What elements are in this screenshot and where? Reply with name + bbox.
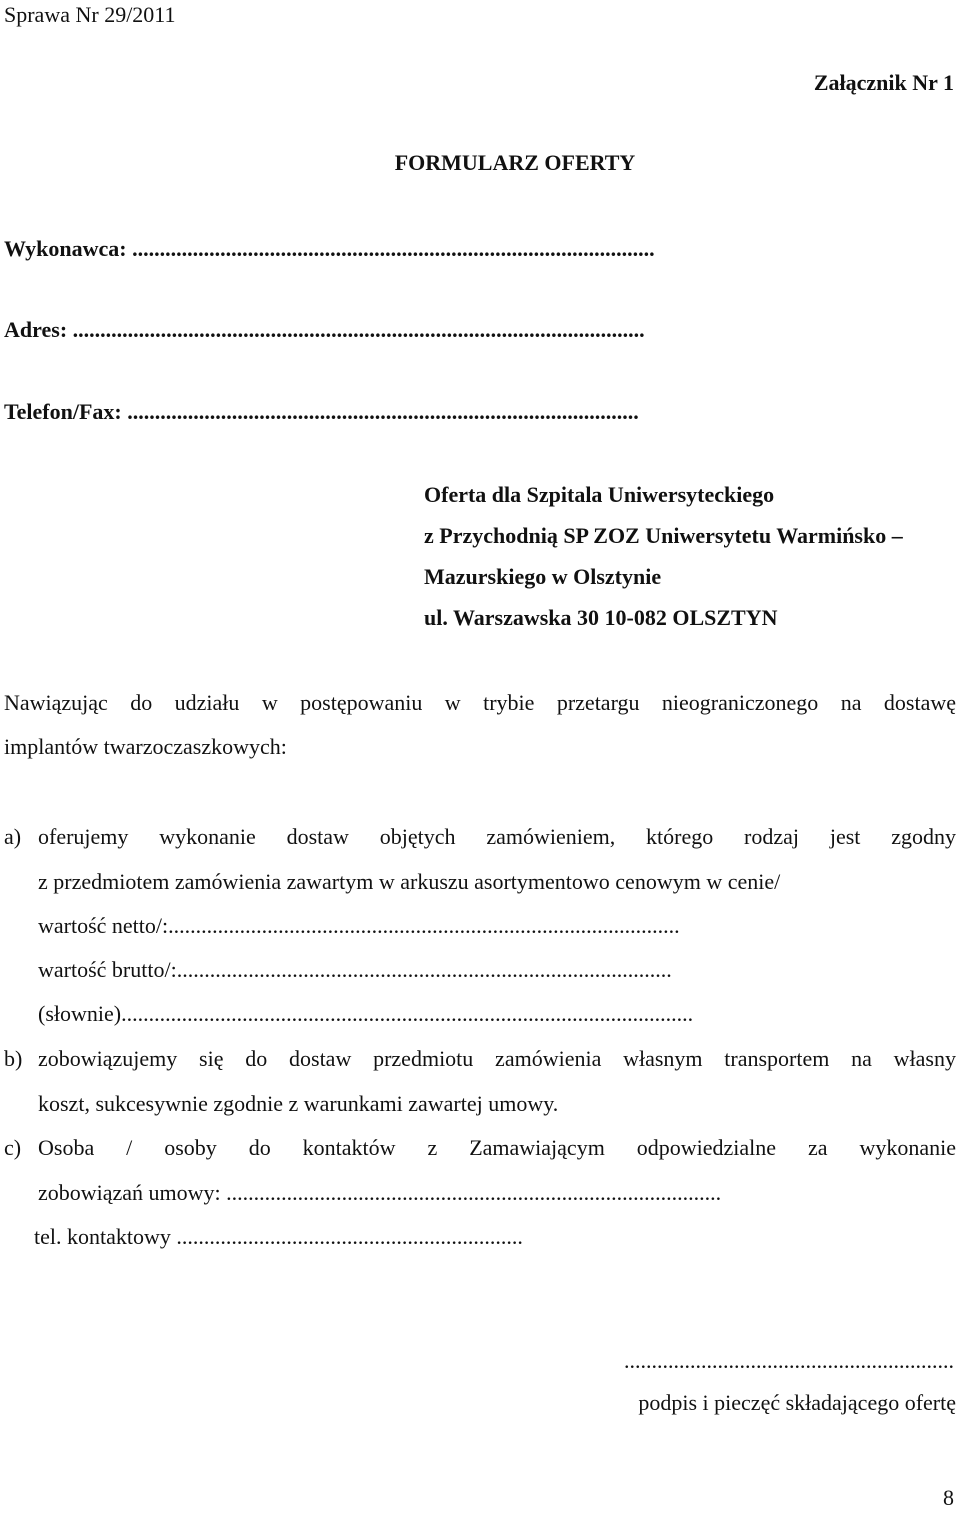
case-number: Sprawa Nr 29/2011 [4, 2, 176, 27]
annex-label: Załącznik Nr 1 [813, 70, 954, 95]
net-value-field: wartość netto/:............................................................................................. [38, 913, 680, 938]
item-c-marker: c) [4, 1135, 22, 1160]
intro-line-2: implantów twarzoczaszkowych: [4, 734, 287, 759]
intro-line-1: Nawiązując do udziału w postępowaniu w trybie przetargu nieograniczonego na dostawę [4, 690, 956, 715]
recipient-line-4: ul. Warszawska 30 10-082 OLSZTYN [424, 605, 778, 630]
contract-obligations-field: zobowiązań umowy: .......................................................................................... [38, 1180, 722, 1205]
contact-phone-field: tel. kontaktowy ............................................................... [34, 1224, 523, 1249]
page-number: 8 [943, 1485, 954, 1510]
signature-line: ............................................................ [624, 1348, 954, 1373]
item-a-marker: a) [4, 824, 22, 849]
address-field: Adres: ........................................................................................................ [4, 317, 645, 342]
item-c-line-1: Osoba / osoby do kontaktów z Zamawiającym odpowiedzialne za wykonanie [38, 1135, 956, 1160]
recipient-line-1: Oferta dla Szpitala Uniwersyteckiego [424, 482, 775, 507]
form-title: FORMULARZ OFERTY [394, 150, 636, 175]
signature-caption: podpis i pieczęć składającego ofertę [638, 1390, 956, 1415]
item-a-line-1: oferujemy wykonanie dostaw objętych zamówieniem, którego rodzaj jest zgodny [38, 824, 956, 849]
item-a-line-2: z przedmiotem zamówienia zawartym w arkuszu asortymentowo cenowym w cenie/ [38, 869, 781, 894]
item-b-marker: b) [4, 1046, 23, 1071]
gross-value-field: wartość brutto/:.......................................................................................... [38, 957, 672, 982]
item-b-line-1: zobowiązujemy się do dostaw przedmiotu zamówienia własnym transportem na własny [38, 1046, 956, 1071]
item-b-line-2: koszt, sukcesywnie zgodnie z warunkami zawartej umowy. [38, 1091, 559, 1116]
contractor-field: Wykonawca: ............................................................................................... [4, 236, 655, 261]
amount-in-words-field: (słownie)........................................................................................................ [38, 1001, 694, 1026]
phone-fax-field: Telefon/Fax: ............................................................................................. [4, 399, 639, 424]
recipient-line-3: Mazurskiego w Olsztynie [424, 564, 662, 589]
recipient-line-2: z Przychodnią SP ZOZ Uniwersytetu Warmińsko – [424, 523, 903, 548]
